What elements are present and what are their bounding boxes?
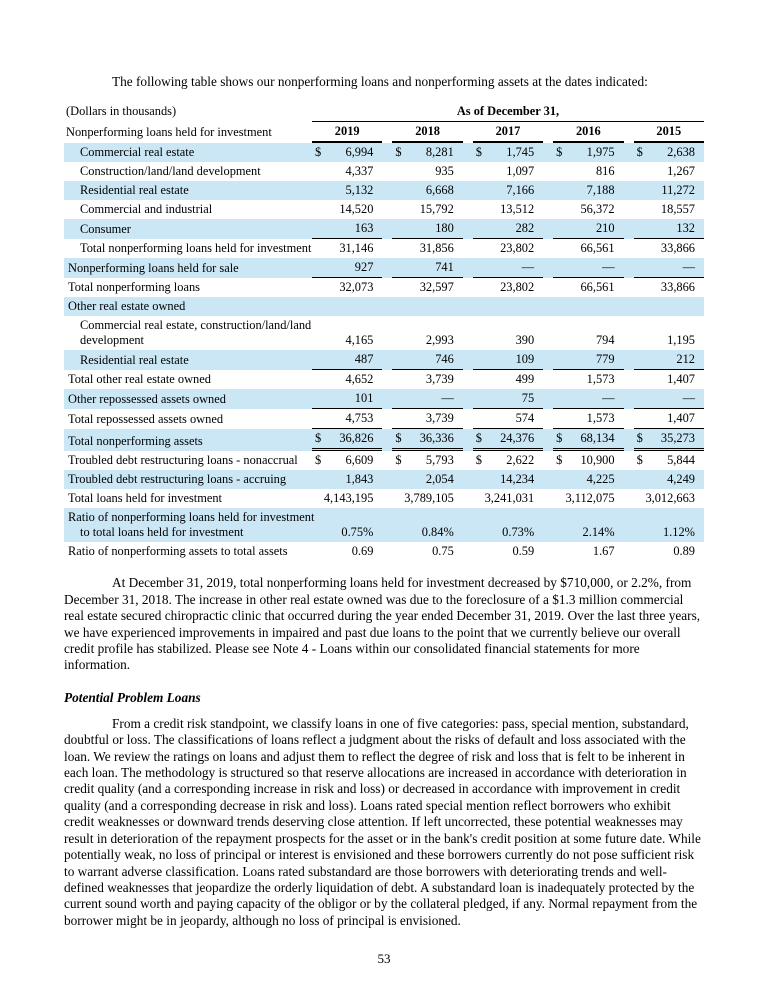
cell-value: 212 [624,350,704,370]
page-number: 53 [377,951,391,966]
cell-value: 927 [302,258,382,278]
cell-value: 1.12% [662,525,695,540]
table-row [64,470,704,489]
cell-value: 210 [543,219,623,239]
row-label: Commercial real estate, construction/land/land development [80,318,312,348]
year-header: 2019 [312,122,382,143]
cell-value: 1,573 [543,409,623,429]
date-header: As of December 31, [312,104,704,122]
cell-value: 6,668 [425,183,454,198]
cell-value: 3,739 [382,409,462,429]
date-header-cell [302,102,704,122]
row-label: Commercial and industrial [80,202,213,217]
stub-header: Nonperforming loans held for investment [66,125,272,140]
cell-value: 0.84% [421,525,454,540]
cell-value: $ 6,994 [315,145,374,160]
cell-value: $ 24,376 [463,429,543,451]
table-row [64,258,704,278]
year-header-cell [624,122,704,143]
cell-value: 3,789,105 [404,491,454,506]
cell-value: 4,249 [667,472,695,487]
cell-value: 487 [302,350,382,370]
cell-value: 1.67 [592,544,615,559]
table-units-row [64,102,704,122]
cell-value: 1,407 [667,372,695,387]
section-heading: Potential Problem Loans [64,689,201,705]
table-row [64,370,704,389]
cell-value: — [624,389,704,409]
row-label: Ratio of nonperforming loans held for investment to total loans held for investment [68,510,315,540]
cell-value: 935 [435,164,454,179]
units-label: (Dollars in thousands) [66,104,177,119]
cell-value [543,297,623,316]
table-row [64,389,704,409]
cell-value: 66,561 [580,280,615,295]
cell-value: 15,792 [419,202,454,217]
table-row [64,350,704,370]
row-label: Other repossessed assets owned [68,392,226,407]
cell-value: 3,012,663 [645,491,695,506]
table-row [64,508,704,542]
cell-value: 75 [463,389,543,409]
cell-value: 4,753 [302,409,382,429]
table-row [64,409,704,429]
cell-value: 33,866 [660,280,695,295]
year-header-cell [463,122,543,143]
row-label: Residential real estate [80,353,189,368]
cell-value [382,297,462,316]
year-header: 2018 [392,122,462,143]
cell-value: 3,112,075 [565,491,615,506]
cell-value: $ 68,134 [543,429,623,451]
intro-paragraph: The following table shows our nonperforming loans and nonperforming assets at the dates indicated: [112,74,648,89]
row-label: Commercial real estate [80,145,195,160]
cell-value: — [624,258,704,278]
cell-value: 4,652 [345,372,374,387]
cell-value: $ 35,273 [624,429,704,451]
cell-value: 31,146 [339,241,374,256]
cell-value: 7,188 [586,183,615,198]
cell-value: 3,739 [425,372,454,387]
cell-value: $ 36,826 [302,429,382,451]
table-row [64,239,704,258]
cell-value: 1,407 [624,409,704,429]
cell-value: 132 [624,219,704,239]
body-paragraph: From a credit risk standpoint, we classify loans in one of five categories: pass, special mention, substandard, doubtful or loss. The classifications of loans reflect a judgment about the risks of default and loss associated with the loan. We review the ratings on loans and adjust them to reflect the degree of risk and loss that is felt to be inherent in each loan. The methodology is structured so that reserve allocations are increased in accordance with deterioration in credit quality (and a corresponding increase in risk and loss) or decreased in accordance with improvement in credit quality (and a corresponding decrease in risk and loss). Loans rated special mention reflect borrowers who exhibit credit weaknesses or downward trends deserving close attention. If left uncorrected, these potential weaknesses may result in deterioration of the repayment prospects for the asset or in the bank's credit position at some future date. While potentially weak, no loss of principal or interest is envisioned and these borrowers currently do not pose sufficient risk to warrant adverse classification. Loans rated substandard are those borrowers with deteriorating trends and well-defined weaknesses that jeopardize the orderly liquidation of debt. A substandard loan is inadequately protected by the current sound worth and paying capacity of the obligor or by the collateral pledged, if any. Normal repayment from the borrower might be in jeopardy, although no loss of principal is envisioned. [64,715,701,928]
cell-value: 0.73% [502,525,535,540]
table-row [64,143,704,162]
cell-value: 33,866 [660,241,695,256]
cell-value: $ 2,638 [636,145,695,160]
cell-value: $ 2,622 [475,453,535,468]
year-header: 2017 [473,122,543,143]
row-label: Total nonperforming loans held for investment [80,241,312,256]
row-label: Residential real estate [80,183,189,198]
table-row [64,542,704,561]
year-header-cell [543,122,623,143]
table-body [64,143,704,561]
cell-value: 779 [543,350,623,370]
cell-value: 7,166 [506,183,535,198]
row-label: Troubled debt restructuring loans - accruing [68,472,287,487]
table-row [64,429,704,451]
cell-value: 4,143,195 [323,491,374,506]
cell-value: $ 1,975 [556,145,615,160]
year-header-cell [302,122,382,143]
cell-value: $ 36,336 [382,429,462,451]
table-row [64,181,704,200]
year-header: 2015 [634,122,704,143]
cell-value: 741 [382,258,462,278]
cell-value: 1,267 [667,164,695,179]
table-row [64,219,704,239]
cell-value: $ 5,844 [636,453,695,468]
cell-value: 31,856 [419,241,454,256]
cell-value: 101 [302,389,382,409]
cell-value [463,297,543,316]
nonperforming-loans-table [64,102,704,561]
cell-value: 4,225 [586,472,615,487]
cell-value: 163 [302,219,382,239]
cell-value: 0.75 [432,544,454,559]
cell-value: 32,073 [339,280,374,295]
cell-value: 66,561 [580,241,615,256]
cell-value: 23,802 [500,280,535,295]
cell-value: 390 [515,333,535,348]
table-row [64,297,704,316]
cell-value: 1,843 [345,472,374,487]
cell-value: — [543,258,623,278]
cell-value: $ 8,281 [395,145,454,160]
cell-value: 23,802 [500,241,535,256]
cell-value: 109 [463,350,543,370]
after-table-paragraph: At December 31, 2019, total nonperforming loans held for investment decreased by $710,000, or 2.2%, from December 31, 2018. The increase in other real estate owned was due to the foreclosure of a $1.3 million commercial real estate secured chiropractic clinic that occurred during the year ended December 31, 2019. Over the last three years, we have experienced improvements in impaired and past due loans to the point that we currently believe our overall credit profile has stabilized. Please see Note 4 - Loans within our consolidated financial statements for more information. [64,575,701,673]
cell-value: 574 [463,409,543,429]
table-row [64,278,704,297]
cell-value: 56,372 [580,202,615,217]
row-label: Total nonperforming assets [68,434,203,449]
cell-value: 4,337 [345,164,374,179]
cell-value: 0.89 [673,544,695,559]
cell-value: 13,512 [500,202,535,217]
table-row [64,200,704,219]
cell-value: 18,557 [660,202,695,217]
row-label: Consumer [80,222,131,237]
cell-value: 0.59 [512,544,535,559]
cell-value: $ 1,745 [475,145,535,160]
cell-value: 746 [382,350,462,370]
cell-value: $ 6,609 [315,453,374,468]
table-row [64,451,704,470]
cell-value [302,297,382,316]
table-row [64,489,704,508]
table-row [64,162,704,181]
cell-value: 794 [595,333,615,348]
cell-value: — [463,258,543,278]
row-label: Total nonperforming loans [68,280,200,295]
row-label: Ratio of nonperforming assets to total assets [68,544,288,559]
cell-value: 1,573 [586,372,615,387]
cell-value: 2.14% [582,525,615,540]
cell-value: 816 [595,164,615,179]
row-label: Total loans held for investment [68,491,222,506]
cell-value: 180 [382,219,462,239]
cell-value: 14,234 [500,472,535,487]
row-label: Troubled debt restructuring loans - nonaccrual [68,453,298,468]
cell-value: 3,241,031 [484,491,535,506]
cell-value: 32,597 [419,280,454,295]
cell-value: 499 [515,372,535,387]
cell-value: 11,272 [661,183,695,198]
cell-value: — [543,389,623,409]
cell-value: 1,195 [667,333,695,348]
row-label: Total other real estate owned [68,372,211,387]
cell-value: $ 5,793 [395,453,454,468]
row-label: Other real estate owned [68,299,186,314]
cell-value: 2,993 [425,333,454,348]
cell-value: 2,054 [425,472,454,487]
row-label: Construction/land/land development [80,164,261,179]
cell-value: 14,520 [339,202,374,217]
table-year-row [64,122,704,143]
cell-value: 4,165 [345,333,374,348]
cell-value: 5,132 [345,183,374,198]
row-label: Total repossessed assets owned [68,412,224,427]
cell-value: 282 [463,219,543,239]
table-row [64,316,704,350]
cell-value [624,297,704,316]
cell-value: — [382,389,462,409]
cell-value: $ 10,900 [556,453,615,468]
cell-value: 1,097 [506,164,535,179]
row-label: Nonperforming loans held for sale [68,261,239,276]
year-header-cell [382,122,462,143]
year-header: 2016 [553,122,623,143]
cell-value: 0.75% [341,525,374,540]
cell-value: 0.69 [351,544,374,559]
